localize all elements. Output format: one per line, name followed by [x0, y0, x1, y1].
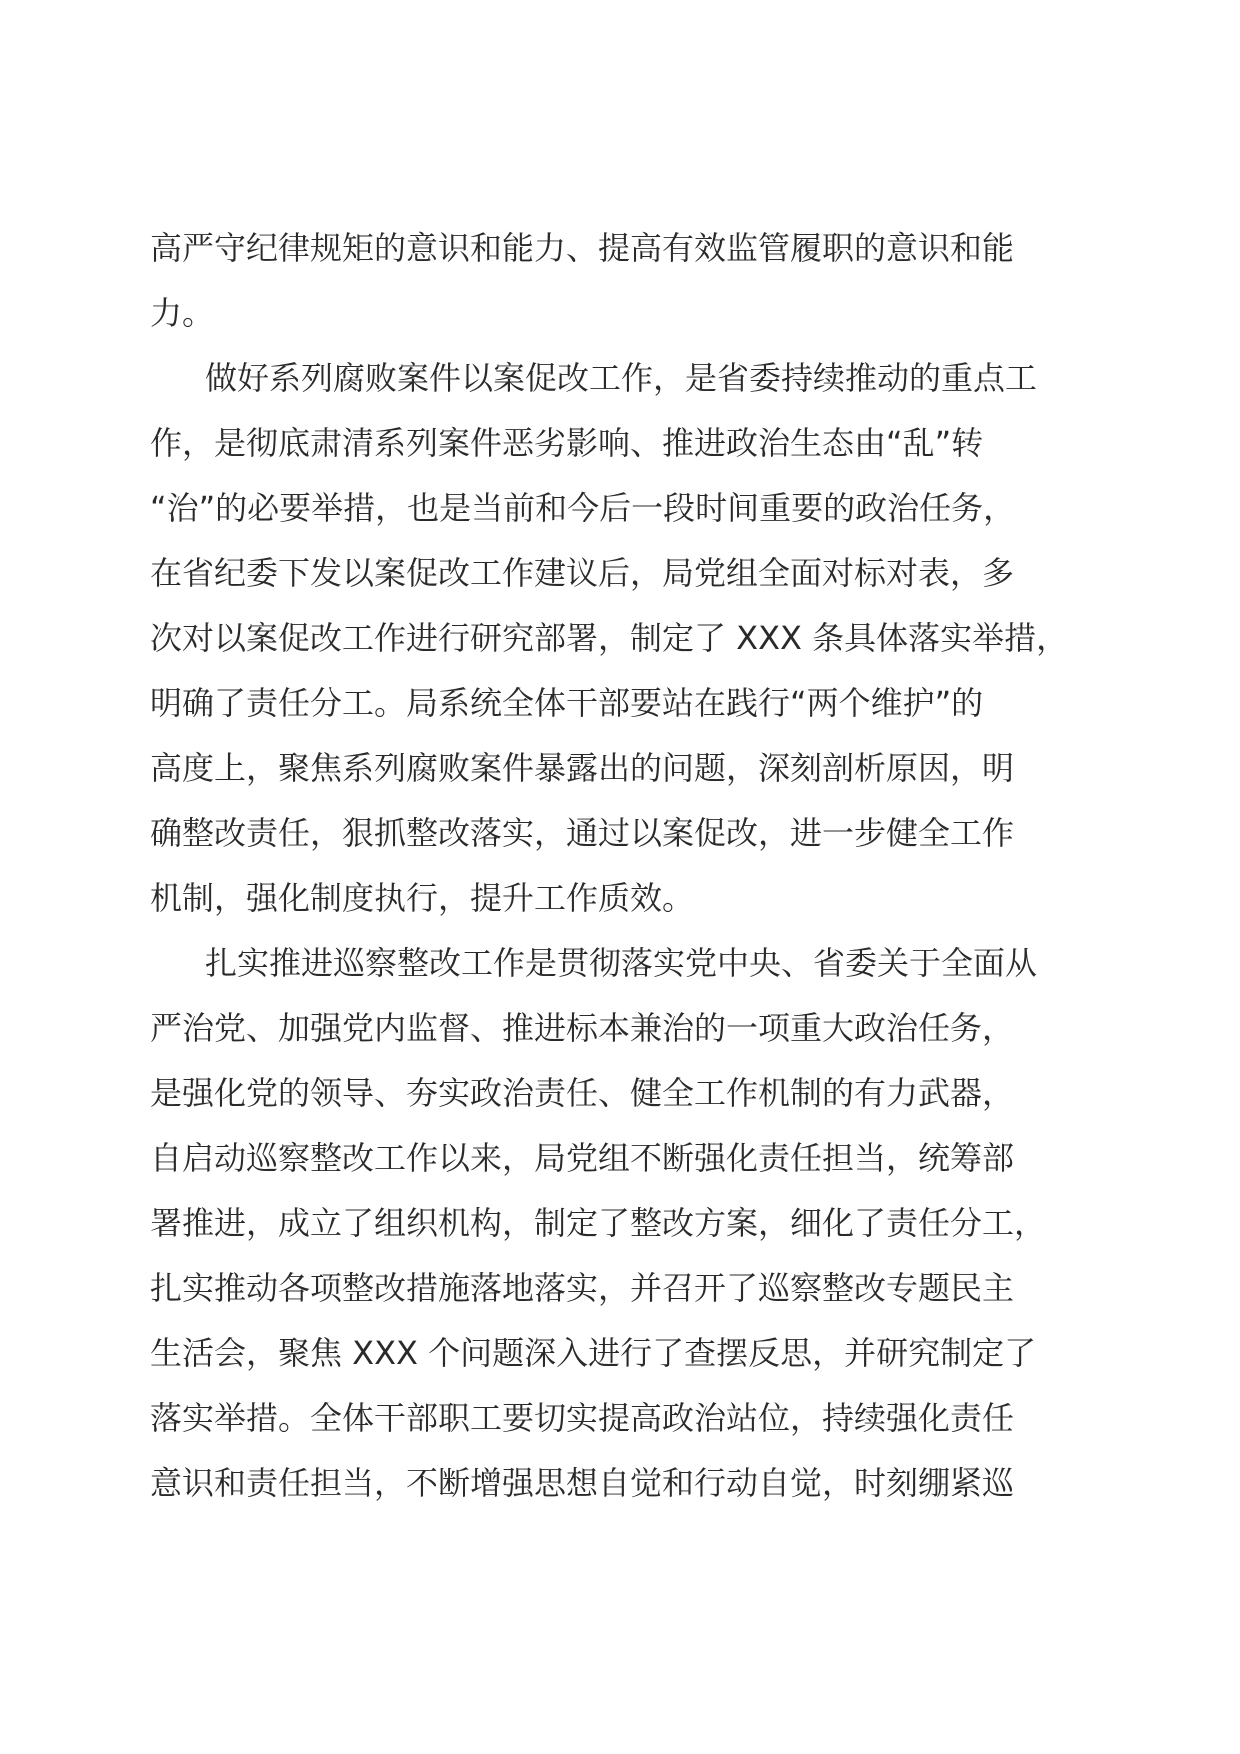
text-line: 意识和责任担当，不断增强思想自觉和行动自觉，时刻绷紧巡 — [150, 1464, 1015, 1502]
paragraph-1 — [150, 216, 1100, 346]
text-line: 署推进，成立了组织机构，制定了整改方案，细化了责任分工， — [150, 1204, 1047, 1242]
text-line: 高严守纪律规矩的意识和能力、提高有效监管履职的意识和能 — [150, 229, 1015, 267]
document-body — [150, 216, 1100, 1516]
text-line: 扎实推动各项整改措施落地落实，并召开了巡察整改专题民主 — [150, 1269, 1015, 1307]
text-line: 是强化党的领导、夯实政治责任、健全工作机制的有力武器， — [150, 1074, 1015, 1112]
text-line: 明确了责任分工。局系统全体干部要站在践行“两个维护”的 — [150, 684, 984, 722]
text-line: 高度上，聚焦系列腐败案件暴露出的问题，深刻剖析原因，明 — [150, 749, 1015, 787]
paragraph-3 — [150, 931, 1100, 1516]
paragraph-2 — [150, 346, 1100, 931]
text-line: 落实举措。全体干部职工要切实提高政治站位，持续强化责任 — [150, 1399, 1015, 1437]
text-line: 自启动巡察整改工作以来，局党组不断强化责任担当，统筹部 — [150, 1139, 1015, 1177]
text-line: 严治党、加强党内监督、推进标本兼治的一项重大政治任务， — [150, 1009, 1015, 1047]
text-line: 次对以案促改工作进行研究部署，制定了 XXX 条具体落实举措， — [150, 619, 1069, 657]
text-line: 作，是彻底肃清系列案件恶劣影响、推进政治生态由“乱”转 — [150, 424, 984, 462]
text-line: 在省纪委下发以案促改工作建议后，局党组全面对标对表，多 — [150, 554, 1015, 592]
text-line: 力。 — [150, 294, 215, 332]
text-line: 确整改责任，狠抓整改落实，通过以案促改，进一步健全工作 — [150, 814, 1015, 852]
text-line: 做好系列腐败案件以案促改工作，是省委持续推动的重点工 — [205, 359, 1038, 397]
text-line: “治”的必要举措，也是当前和今后一段时间重要的政治任务， — [150, 489, 1016, 527]
text-line: 扎实推进巡察整改工作是贯彻落实党中央、省委关于全面从 — [205, 944, 1038, 982]
text-line: 生活会，聚焦 XXX 个问题深入进行了查摆反思，并研究制定了 — [150, 1334, 1037, 1372]
text-line: 机制，强化制度执行，提升工作质效。 — [150, 879, 695, 917]
